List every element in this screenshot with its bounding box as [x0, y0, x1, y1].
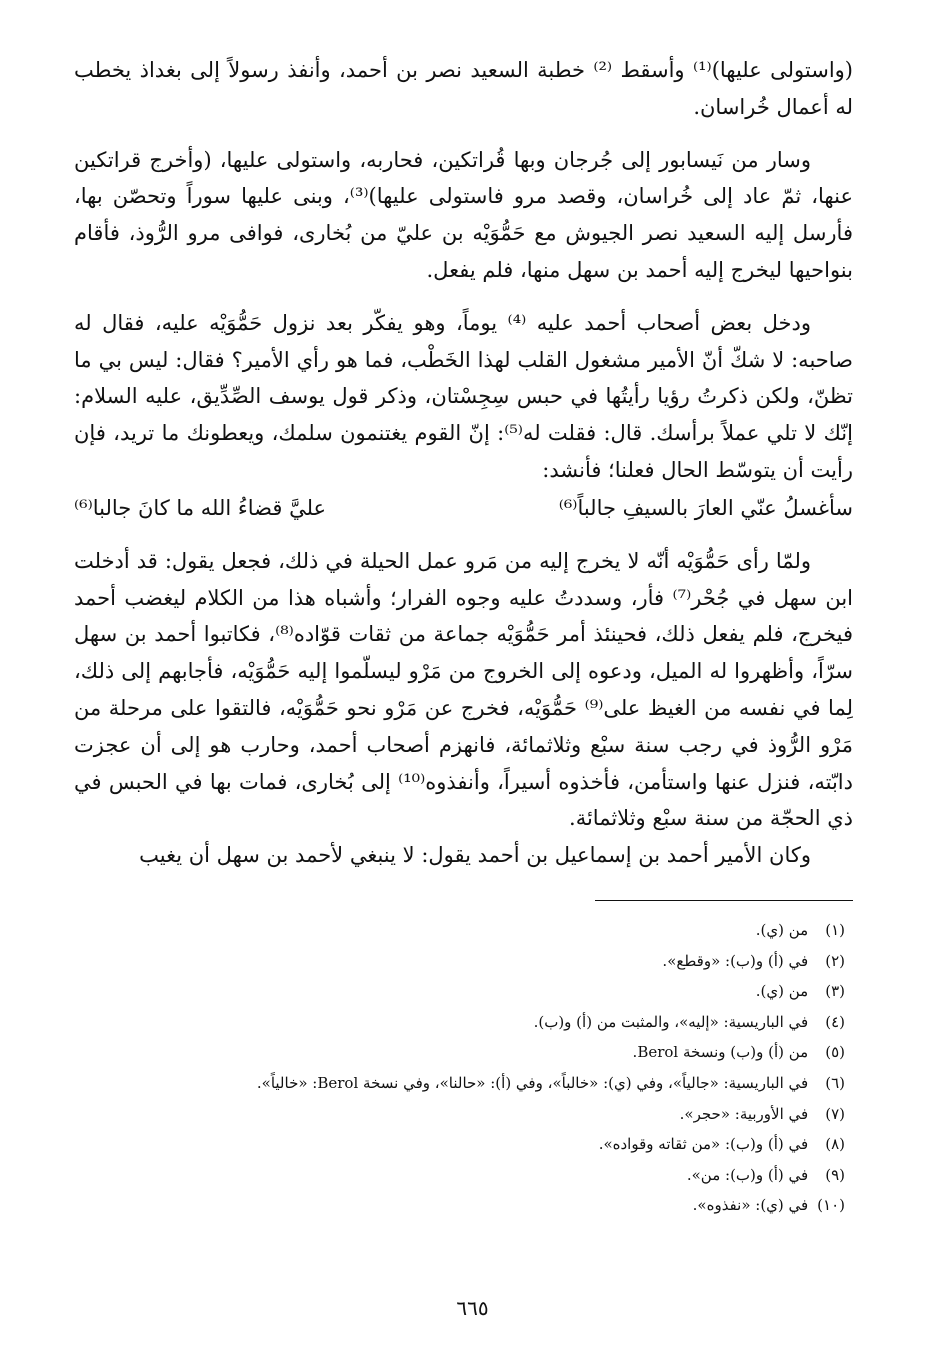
- footnote-text: في الباريسية: «إليه»، والمثبت من (أ) و(ب).: [533, 1012, 809, 1031]
- footnote-number: (٩): [825, 1165, 845, 1184]
- footnote-item: [74, 1037, 845, 1068]
- verse-first-hemistich: سأغسلُ عنّي العارَ بالسيفِ جالباً⁽⁶⁾: [558, 495, 853, 520]
- footnote-number: (٦): [825, 1073, 845, 1092]
- footnote-item: [74, 946, 845, 977]
- footnote-text: من (أ) و(ب) ونسخة Berol.: [632, 1043, 809, 1062]
- paragraph-1: (واستولى عليها)⁽¹⁾ وأسقط ⁽²⁾ خطبة السعيد نصر بن أحمد، وأنفذ رسولاً إلى بغداذ يخطب له أعمال خُراسان.: [74, 58, 853, 119]
- footnote-number: (٢): [825, 951, 845, 970]
- footnote-number: (٨): [825, 1135, 845, 1154]
- footnote-number: (١): [825, 920, 845, 939]
- verse-second-hemistich: عليَّ قضاءُ الله ما كانَ جالبا⁽⁶⁾: [74, 495, 327, 520]
- footnote-text: في (أ) و(ب): «وقطع».: [662, 951, 809, 970]
- footnote-text: في الباريسية: «جالياً»، وفي (ي): «خالباً»، وفي (أ): «حالنا»، وفي نسخة Berol: «خالياً».: [256, 1073, 809, 1092]
- footnote-item: [74, 1007, 845, 1038]
- footnote-number: (١٠): [817, 1196, 845, 1215]
- footnote-item: [74, 1190, 845, 1221]
- paragraph-2: وسار من نَيسابور إلى جُرجان وبها قُراتكين، فحاربه، واستولى عليها، (وأخرج قراتكين عنها، ثمّ عاد إلى خُراسان، وقصد مرو فاستولى عليها)⁽³⁾، وبنى عليها سوراً وتحصّن بها، فأرسل إليه السعيد نصر الجيوش مع حَمُّوَيْه بن عليّ من بُخارى، فوافى مرو الرُّوذ، فأقام بنواحيها ليخرج إليه أحمد بن سهل منها، فلم يفعل.: [74, 147, 853, 282]
- footnote-text: في الأوربية: «حجر».: [679, 1104, 809, 1123]
- paragraph-3: ودخل بعض أصحاب أحمد عليه ⁽⁴⁾ يوماً، وهو يفكّر بعد نزول حَمُّوَيْه عليه، فقال له صاحبه: لا شكّ أنّ الأمير مشغول القلب لهذا الخَطْب، فما هو رأي الأمير؟ فقال: ليس بي ما تظنّ، ولكن ذكرتُ رؤيا رأيتُها في حبس سِجِسْتان، وذكر قول يوسف الصِّدِّيق، عليه السلام: إنّك لا تلي عملاً برأسك. قال: فقلت له⁽⁵⁾: إنّ القوم يغتنمون سلمك، ويعطونك ما تريد، فإن رأيت أن يتوسّط الحال فعلنا؛ فأنشد:: [74, 310, 853, 482]
- footnote-number: (٤): [825, 1012, 845, 1031]
- footnote-text: من (ي).: [755, 982, 809, 1001]
- footnote-item: [74, 976, 845, 1007]
- paragraph-4: ولمّا رأى حَمُّوَيْه أنّه لا يخرج إليه من مَرو عمل الحيلة في ذلك، فجعل يقول: قد أدخلت ابن سهل في جُحْر⁽⁷⁾ فأر، وسددتُ عليه وجوه الفرار؛ وأشباه هذا من الكلام ليغضب أحمد فيخرج، فلم يفعل ذلك، فحينئذ أمر حَمُّوَيْه جماعة من ثقات قوّاده⁽⁸⁾، فكاتبوا أحمد بن سهل سرّاً، وأظهروا له الميل، ودعوه إلى الخروج من مَرْو ليسلّموا إليه حَمُّوَيْه، فأجابهم إلى ذلك، لِما في نفسه من الغيظ على⁽⁹⁾ حَمُّوَيْه، فخرج عن مَرْو نحو حَمُّوَيْه، فالتقوا على مرحلة من مَرْو الرُّوذ في رجب سنة سبْع وثلاثمائة، فانهزم أصحاب أحمد، وحارب هو إلى أن عجزت دابّته، فنزل عنها واستأمن، فأخذوه أسيراً، وأنفذوه⁽¹⁰⁾ إلى بُخارى، فمات بها في الحبس في ذي الحجّة من سنة سبْع وثلاثمائة.: [74, 548, 853, 831]
- footnotes-list: [74, 915, 853, 1221]
- poem-verse: [74, 489, 853, 527]
- page-number: ٦٦٥: [456, 1296, 489, 1320]
- footnote-item: [74, 1160, 845, 1191]
- footnote-divider: [595, 900, 853, 901]
- footnote-number: (٧): [825, 1104, 845, 1123]
- footnote-text: في (أ) و(ب): من».: [686, 1165, 809, 1184]
- footnote-item: [74, 1129, 845, 1160]
- footnote-text: في (أ) و(ب): «من ثقاته وقواده».: [598, 1135, 809, 1154]
- footnote-item: [74, 915, 845, 946]
- paragraph-5: وكان الأمير أحمد بن إسماعيل بن أحمد يقول: لا ينبغي لأحمد بن سهل أن يغيب: [139, 843, 811, 868]
- footnote-item: [74, 1068, 845, 1099]
- main-text: [74, 52, 853, 874]
- footnote-number: (٣): [825, 982, 845, 1001]
- footnote-text: في (ي): «نفذوه».: [692, 1196, 809, 1215]
- footnote-number: (٥): [825, 1043, 845, 1062]
- footnote-item: [74, 1099, 845, 1130]
- footnote-text: من (ي).: [755, 920, 809, 939]
